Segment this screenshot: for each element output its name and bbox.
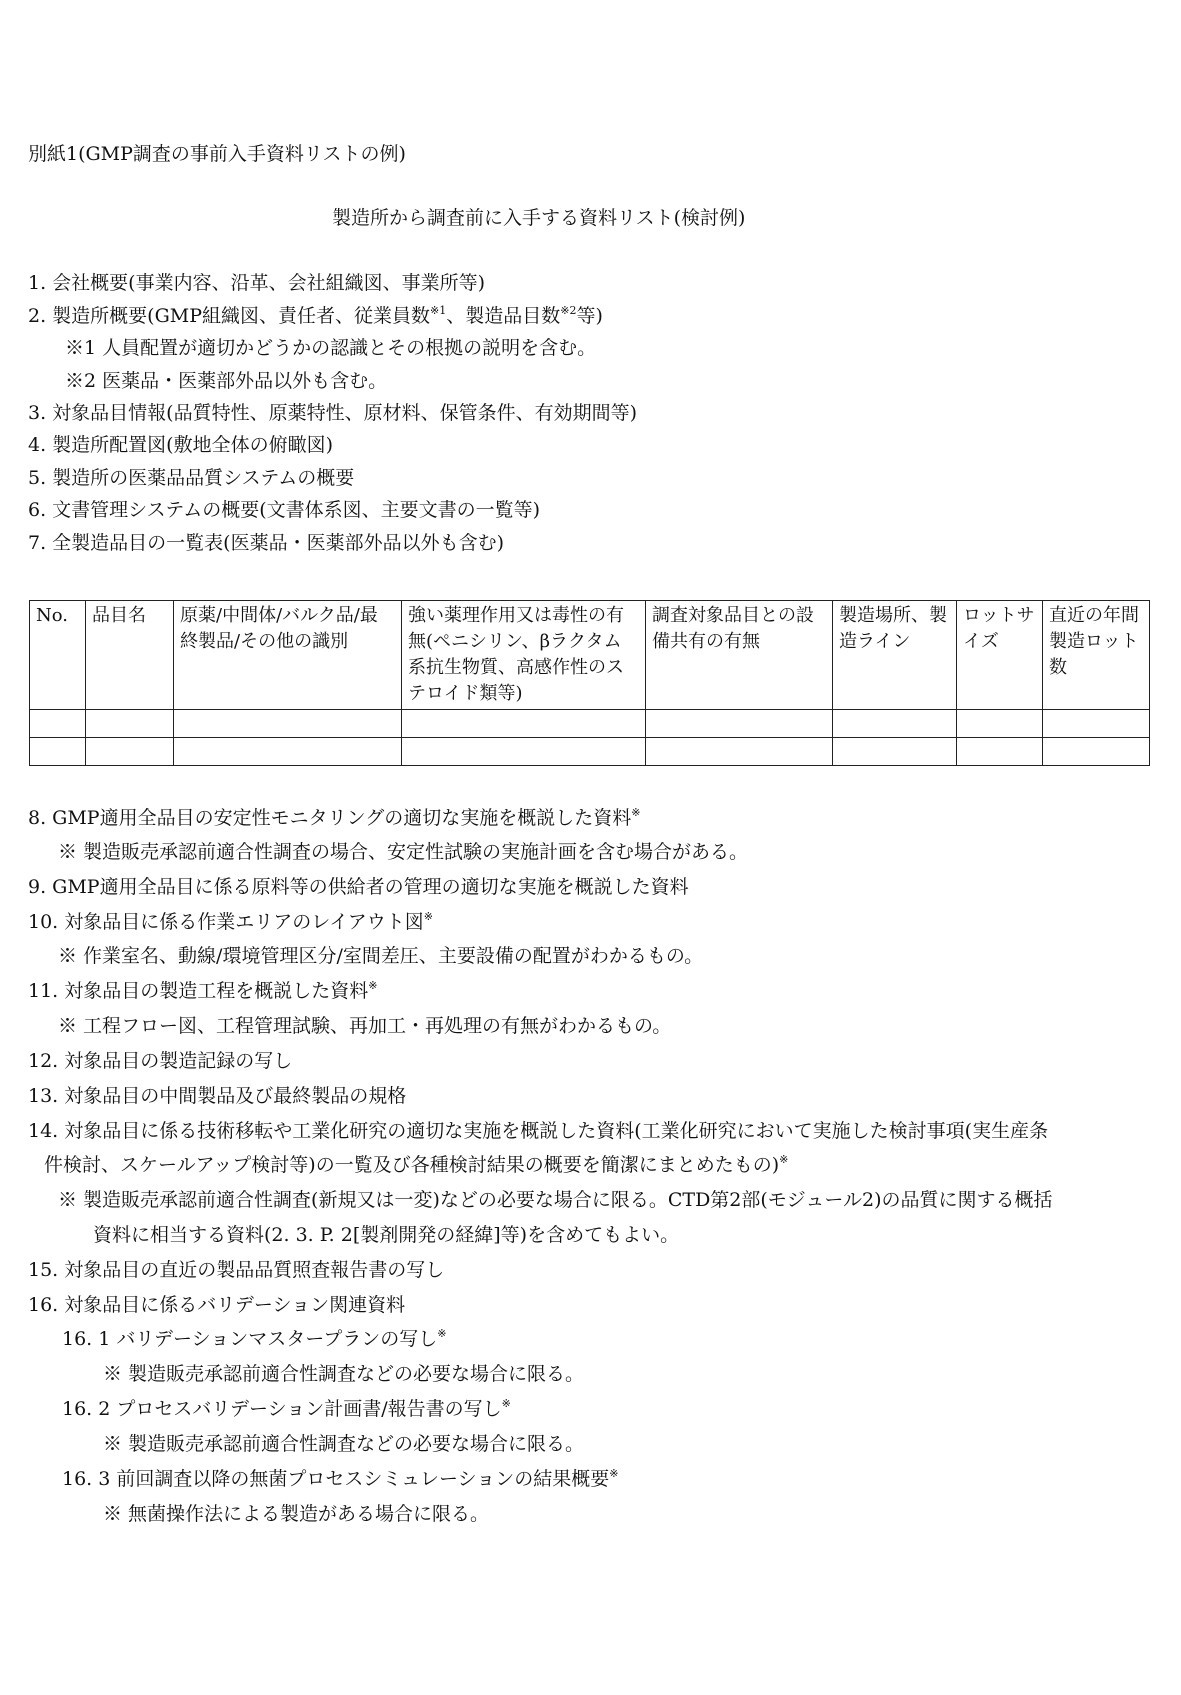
table-cell <box>646 710 833 738</box>
list-item-16-1-text: 16. 1 バリデーションマスタープランの写し <box>62 1328 438 1350</box>
footnote-marker-1: ※1 <box>430 304 447 317</box>
list-item-15: 15. 対象品目の直近の製品品質照査報告書の写し <box>28 1259 445 1281</box>
list-item-16-2-text: 16. 2 プロセスバリデーション計画書/報告書の写し <box>62 1398 502 1420</box>
attachment-label: 別紙1(GMP調査の事前入手資料リストの例) <box>28 143 406 165</box>
header-product-name: 品目名 <box>86 601 174 710</box>
table-cell <box>86 710 174 738</box>
header-annual-lots: 直近の年間製造ロット数 <box>1043 601 1150 710</box>
list-item-2-text-a: 2. 製造所概要(GMP組織図、責任者、従業員数 <box>28 305 430 327</box>
list-item-10-text: 10. 対象品目に係る作業エリアのレイアウト図 <box>28 911 424 933</box>
list-item-6: 6. 文書管理システムの概要(文書体系図、主要文書の一覧等) <box>28 499 541 521</box>
list-item-14-line-2 <box>44 1153 788 1177</box>
list-item-11 <box>28 979 377 1003</box>
list-item-16-2 <box>62 1397 511 1421</box>
list-item-9: 9. GMP適用全品目に係る原料等の供給者の管理の適切な実施を概説した資料 <box>28 876 689 898</box>
list-item-14-text: 件検討、スケールアップ検討等)の一覧及び各種検討結果の概要を簡潔にまとめたもの) <box>44 1154 780 1176</box>
list-item-16-1 <box>62 1327 447 1351</box>
note-2-2: ※2 医薬品・医薬部外品以外も含む。 <box>65 370 388 392</box>
list-item-10 <box>28 910 433 934</box>
note-8: ※ 製造販売承認前適合性調査の場合、安定性試験の実施計画を含む場合がある。 <box>58 841 749 863</box>
note-14-line-2: 資料に相当する資料(2. 3. P. 2[製剤開発の経緯]等)を含めてもよい。 <box>93 1224 680 1246</box>
footnote-marker: ※ <box>368 979 378 992</box>
footnote-marker: ※ <box>779 1153 789 1166</box>
list-item-8-text: 8. GMP適用全品目の安定性モニタリングの適切な実施を概説した資料 <box>28 807 632 829</box>
table-cell <box>1043 710 1150 738</box>
list-item-2-text-c: 等) <box>576 305 603 327</box>
table-cell <box>833 738 957 766</box>
product-list-table <box>29 600 1150 766</box>
list-item-14-line-1: 14. 対象品目に係る技術移転や工業化研究の適切な実施を概説した資料(工業化研究において実施した検討事項(実生産条 <box>28 1120 1049 1142</box>
table-cell <box>957 710 1043 738</box>
footnote-marker: ※ <box>501 1397 511 1410</box>
list-item-16-3 <box>62 1467 618 1491</box>
header-product-category: 原薬/中間体/バルク品/最終製品/その他の識別 <box>174 601 402 710</box>
table-header-row <box>30 601 1150 710</box>
table-cell <box>646 738 833 766</box>
list-item-2 <box>28 304 603 328</box>
footnote-marker: ※ <box>631 806 641 819</box>
list-item-11-text: 11. 対象品目の製造工程を概説した資料 <box>28 980 369 1002</box>
list-item-13: 13. 対象品目の中間製品及び最終製品の規格 <box>28 1085 407 1107</box>
table-cell <box>30 738 86 766</box>
note-16-3: ※ 無菌操作法による製造がある場合に限る。 <box>103 1503 490 1525</box>
table-cell <box>86 738 174 766</box>
table-cell <box>402 710 646 738</box>
list-item-12: 12. 対象品目の製造記録の写し <box>28 1050 293 1072</box>
list-item-5: 5. 製造所の医薬品品質システムの概要 <box>28 467 355 489</box>
note-2-1: ※1 人員配置が適切かどうかの認識とその根拠の説明を含む。 <box>65 337 597 359</box>
note-16-1: ※ 製造販売承認前適合性調査などの必要な場合に限る。 <box>103 1363 585 1385</box>
list-item-16: 16. 対象品目に係るバリデーション関連資料 <box>28 1294 406 1316</box>
table-cell <box>174 738 402 766</box>
header-no: No. <box>30 601 86 710</box>
document-title: 製造所から調査前に入手する資料リスト(検討例) <box>332 207 746 229</box>
table-cell <box>402 738 646 766</box>
list-item-4: 4. 製造所配置図(敷地全体の俯瞰図) <box>28 434 333 456</box>
header-lot-size: ロットサイズ <box>957 601 1043 710</box>
footnote-marker: ※ <box>437 1327 447 1340</box>
note-11: ※ 工程フロー図、工程管理試験、再加工・再処理の有無がわかるもの。 <box>58 1015 672 1037</box>
table-row <box>30 710 1150 738</box>
list-item-16-3-text: 16. 3 前回調査以降の無菌プロセスシミュレーションの結果概要 <box>62 1468 610 1490</box>
table-cell <box>174 710 402 738</box>
list-item-2-text-b: 、製造品目数 <box>446 305 561 327</box>
footnote-marker: ※ <box>609 1467 619 1480</box>
table-cell <box>1043 738 1150 766</box>
table-row <box>30 738 1150 766</box>
table-cell <box>30 710 86 738</box>
list-item-8 <box>28 806 640 830</box>
note-10: ※ 作業室名、動線/環境管理区分/室間差圧、主要設備の配置がわかるもの。 <box>58 945 704 967</box>
header-site-line: 製造場所、製造ライン <box>833 601 957 710</box>
table-cell <box>833 710 957 738</box>
header-shared-equipment: 調査対象品目との設備共有の有無 <box>646 601 833 710</box>
list-item-7: 7. 全製造品目の一覧表(医薬品・医薬部外品以外も含む) <box>28 532 504 554</box>
footnote-marker-2: ※2 <box>560 304 577 317</box>
header-potent-toxic: 強い薬理作用又は毒性の有無(ペニシリン、βラクタム系抗生物質、高感作性のステロイド類等) <box>402 601 646 710</box>
footnote-marker: ※ <box>423 910 433 923</box>
list-item-1: 1. 会社概要(事業内容、沿革、会社組織図、事業所等) <box>28 272 485 294</box>
note-14-line-1: ※ 製造販売承認前適合性調査(新規又は一変)などの必要な場合に限る。CTD第2部(モジュール2)の品質に関する概括 <box>58 1189 1053 1211</box>
table-cell <box>957 738 1043 766</box>
note-16-2: ※ 製造販売承認前適合性調査などの必要な場合に限る。 <box>103 1433 585 1455</box>
list-item-3: 3. 対象品目情報(品質特性、原薬特性、原材料、保管条件、有効期間等) <box>28 402 637 424</box>
